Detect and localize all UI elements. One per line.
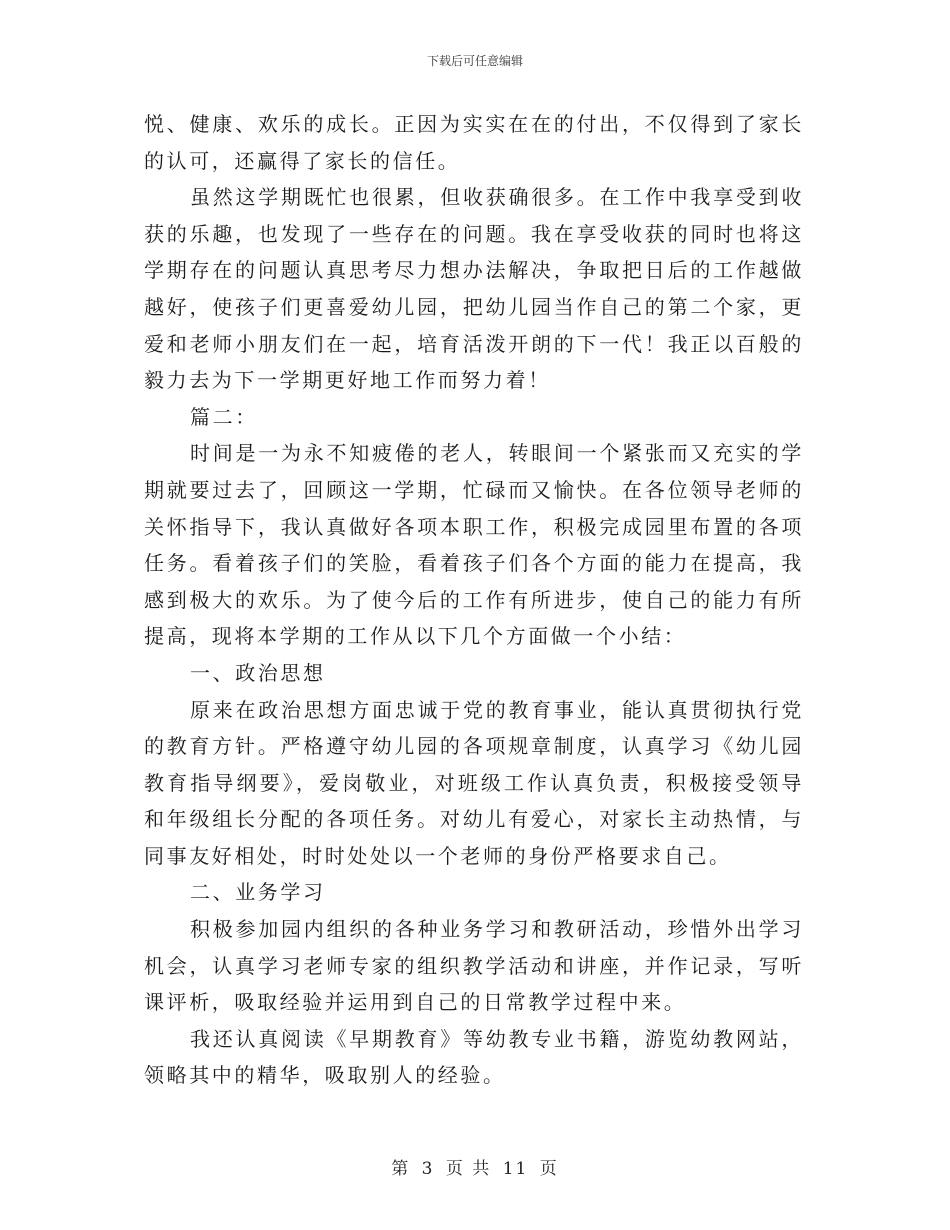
paragraph-1: 悦、健康、欢乐的成长。正因为实实在在的付出，不仅得到了家长的认可，还赢得了家长的信任。 (144, 112, 804, 173)
footer-middle: 页 共 (445, 1159, 492, 1179)
page-header: 下载后可任意编辑 (426, 54, 523, 68)
paragraph-2: 虽然这学期既忙也很累，但收获确很多。在工作中我享受到收获的乐趣，也发现了一些存在的问题。我在享受收获的同时也将这学期存在的问题认真思考尽力想办法解决，争取把日后的工作越做越好，使孩子们更喜爱幼儿园，把幼儿园当作自己的第二个家，更爱和老师小朋友们在一起，培育活泼开朗的下一代！我正以百般的毅力去为下一学期更好地工作而努力着！ (144, 185, 804, 393)
footer-suffix: 页 (539, 1159, 559, 1179)
document-body (144, 106, 804, 1094)
section-label-part-two: 篇二： (190, 404, 258, 429)
heading-political-thought: 一、政治思想 (190, 660, 326, 685)
current-page-number: 3 (421, 1159, 435, 1179)
heading-professional-study: 二、业务学习 (190, 880, 326, 905)
paragraph-6: 我还认真阅读《早期教育》等幼教专业书籍，游览幼教网站，领略其中的精华，吸取别人的经验。 (144, 1026, 804, 1088)
paragraph-5: 积极参加园内组织的各种业务学习和教研活动，珍惜外出学习机会，认真学习老师专家的组织教学活动和讲座，并作记录，写听课评析，吸取经验并运用到自己的日常教学过程中来。 (144, 917, 804, 1015)
page-footer (0, 1154, 950, 1179)
paragraph-3: 时间是一为永不知疲倦的老人，转眼间一个紧张而又充实的学期就要过去了，回顾这一学期，忙碌而又愉快。在各位领导老师的关怀指导下，我认真做好各项本职工作，积极完成园里布置的各项任务。看着孩子们的笑脸，看着孩子们各个方面的能力在提高，我感到极大的欢乐。为了使今后的工作有所进步，使自己的能力有所提高，现将本学期的工作从以下几个方面做一个小结： (144, 441, 804, 649)
footer-prefix: 第 (391, 1159, 411, 1179)
total-page-count: 11 (502, 1159, 529, 1179)
paragraph-4: 原来在政治思想方面忠诚于党的教育事业，能认真贯彻执行党的教育方针。严格遵守幼儿园的各项规章制度，认真学习《幼儿园教育指导纲要》，爱岗敬业，对班级工作认真负责，积极接受领导和年级组长分配的各项任务。对幼儿有爱心，对家长主动热情，与同事友好相处，时时处处以一个老师的身份严格要求自己。 (144, 697, 804, 868)
